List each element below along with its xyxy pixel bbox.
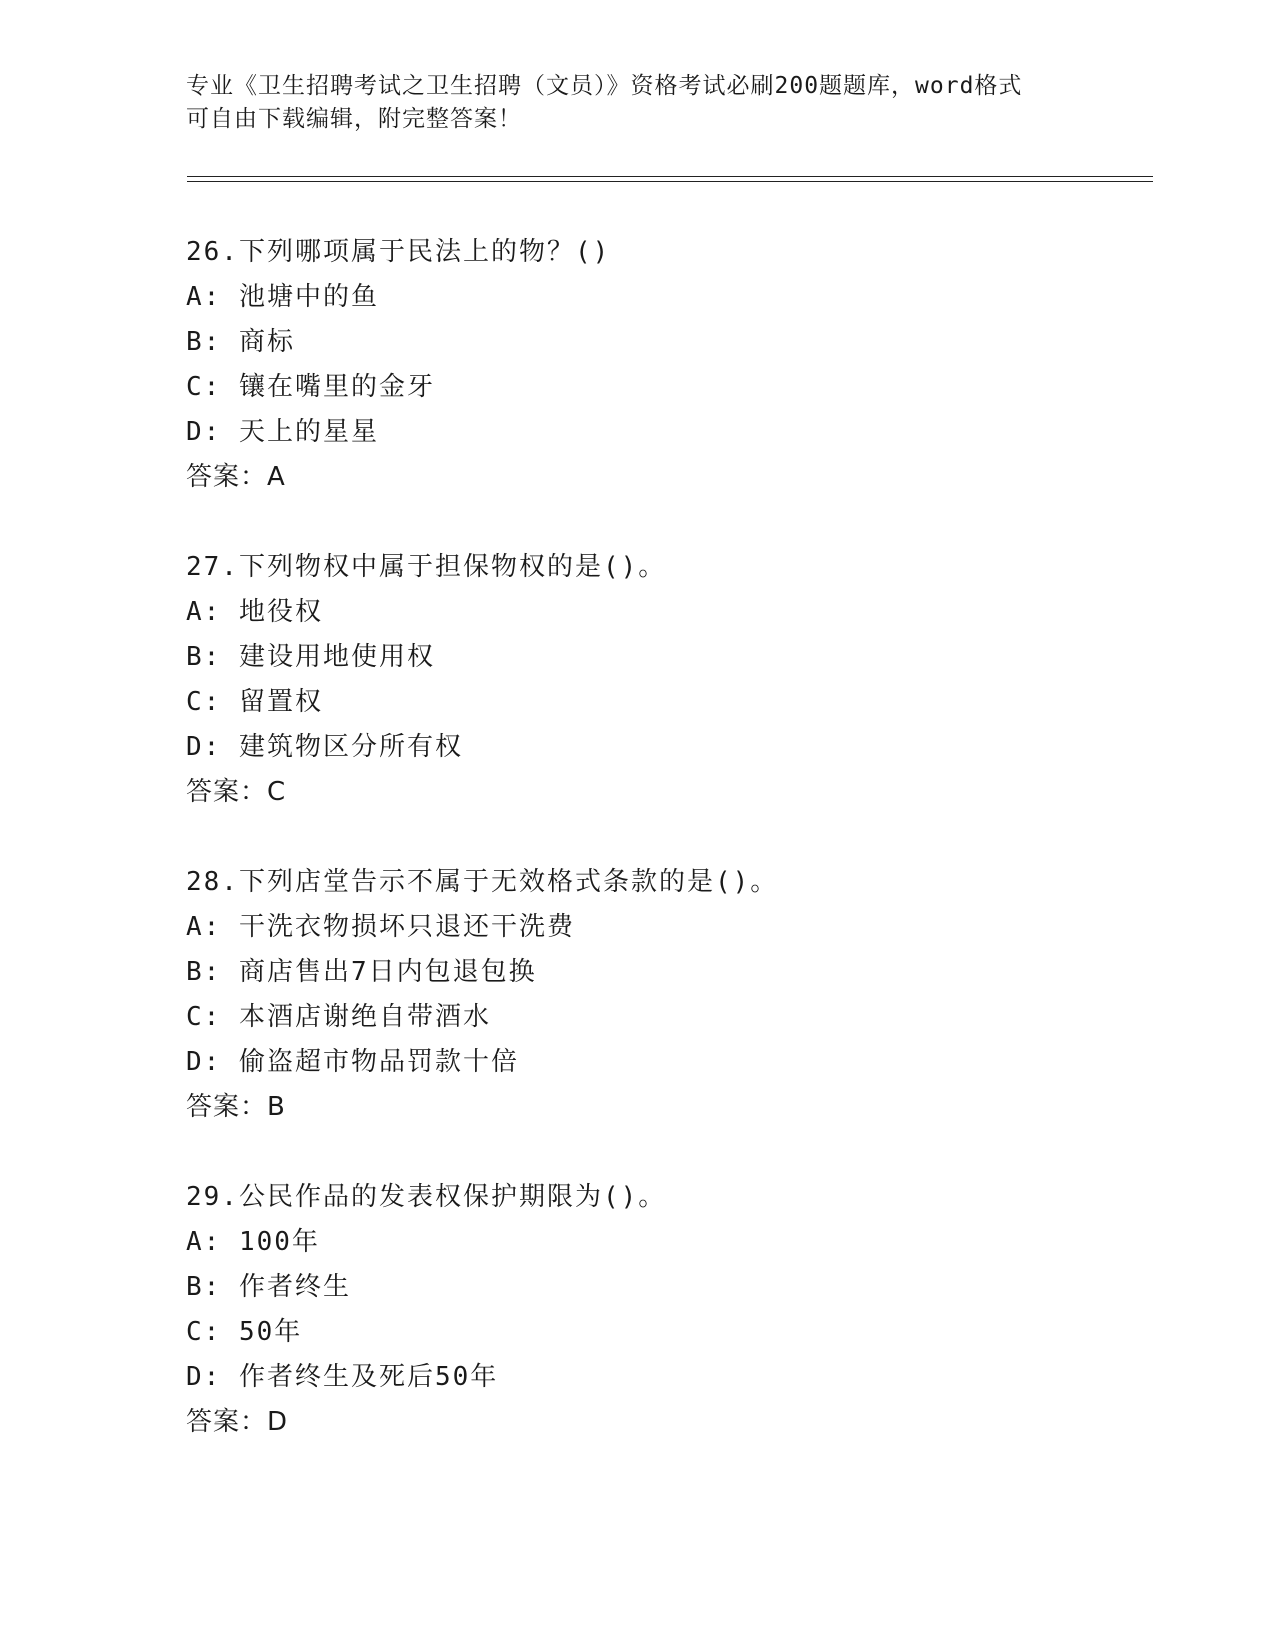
answer-label: 答案： (186, 777, 268, 807)
option-d: D: 作者终生及死后50年 (186, 1362, 499, 1392)
option-c: C: 50年 (186, 1317, 303, 1347)
question-title: 28.下列店堂告示不属于无效格式条款的是()。 (186, 867, 779, 897)
question-28 (186, 860, 778, 1130)
question-26 (186, 230, 610, 500)
header-divider-top (187, 176, 1153, 177)
option-b: B: 建设用地使用权 (186, 642, 435, 672)
answer-line (186, 1400, 666, 1445)
answer-line (186, 1085, 778, 1130)
option-c: C: 镶在嘴里的金牙 (186, 372, 435, 402)
answer-line (186, 770, 666, 815)
question-title: 27.下列物权中属于担保物权的是()。 (186, 552, 667, 582)
answer-label: 答案： (186, 1092, 268, 1122)
option-a: A: 干洗衣物损坏只退还干洗费 (186, 912, 575, 942)
option-a: A: 100年 (186, 1227, 320, 1257)
answer-value: A (267, 462, 286, 492)
answer-label: 答案： (186, 1407, 268, 1437)
option-a: A: 池塘中的鱼 (186, 282, 379, 312)
option-b: B: 商店售出7日内包退包换 (186, 957, 537, 987)
answer-label: 答案： (186, 462, 268, 492)
option-a: A: 地役权 (186, 597, 323, 627)
header-line-2: 可自由下载编辑，附完整答案！ (186, 106, 522, 132)
option-d: D: 偷盗超市物品罚款十倍 (186, 1047, 519, 1077)
option-d: D: 天上的星星 (186, 417, 379, 447)
option-b: B: 商标 (186, 327, 295, 357)
answer-value: B (267, 1092, 286, 1122)
answer-line (186, 455, 610, 500)
header-divider-bottom (187, 181, 1153, 182)
option-b: B: 作者终生 (186, 1272, 351, 1302)
option-c: C: 本酒店谢绝自带酒水 (186, 1002, 491, 1032)
answer-value: D (267, 1407, 289, 1437)
question-27 (186, 545, 666, 815)
option-d: D: 建筑物区分所有权 (186, 732, 463, 762)
question-title: 29.公民作品的发表权保护期限为()。 (186, 1182, 667, 1212)
answer-value: C (267, 777, 287, 807)
question-title: 26.下列哪项属于民法上的物？() (186, 237, 611, 267)
header-line-1: 专业《卫生招聘考试之卫生招聘（文员）》资格考试必刷200题题库，word格式 (186, 73, 1023, 99)
question-29 (186, 1175, 666, 1445)
document-header (186, 70, 1086, 136)
option-c: C: 留置权 (186, 687, 323, 717)
